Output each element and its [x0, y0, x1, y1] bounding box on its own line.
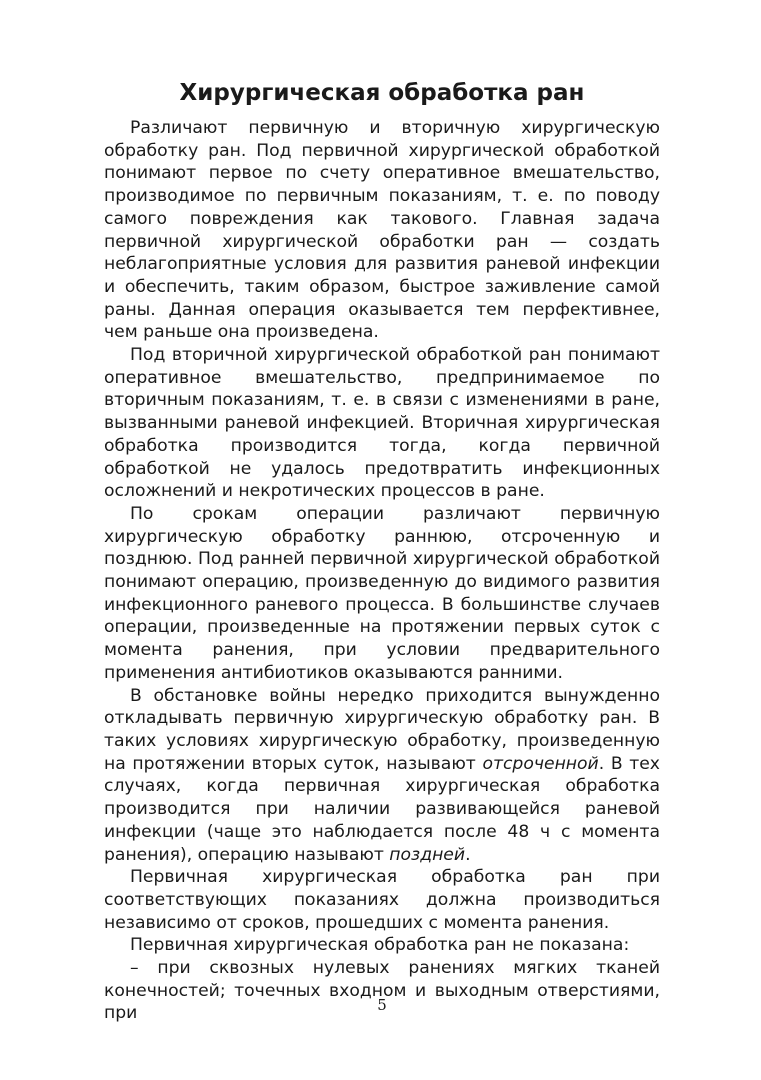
paragraph-3: По срокам операции различают первичную хирургическую обработку раннюю, отсроченную и позднюю. Под ранней первичной хирургической обработкой понимают операцию, произведенную до видимого развития инфекционного раневого процесса. В большинстве случаев операции, произведенные на протяжении первых суток с момента ранения, при условии предварительного применения антибиотиков оказываются ранними. [104, 503, 660, 683]
paragraph-4-part-3: . [465, 844, 471, 865]
body-text [104, 117, 660, 1025]
paragraph-5: Первичная хирургическая обработка ран при соответствующих показаниях должна производиться независимо от сроков, прошедших с момента ранения. [104, 867, 660, 933]
list-item-1: – при сквозных нулевых ранениях мягких тканей конечностей; точечных входном и выходным отверстиями, при [104, 958, 660, 1024]
paragraph-6: Первичная хирургическая обработка ран не показана: [130, 935, 630, 956]
term-delayed: отсроченной [482, 753, 599, 774]
page-number: 5 [377, 996, 387, 1014]
term-late: поздней [389, 844, 466, 865]
paragraph-4 [104, 685, 660, 867]
paragraph-1: Различают первичную и вторичную хирургическую обработку ран. Под первичной хирургической обработкой понимают первое по счету оперативное вмешательство, производимое по первичным показаниям, т. е. по поводу самого повреждения как такового. Главная задача первичной хирургической обработки ран — создать неблагоприятные условия для развития раневой инфекции и обеспечить, таким образом, быстрое заживление самой раны. Данная операция оказывается тем перфективнее, чем раньше она произведена. [104, 118, 660, 343]
paragraph-4-part-2: . В тех случаях, когда первичная хирургическая обработка производится при наличии развивающейся раневой инфекции (чаще это наблюдается после 48 ч с момента ранения), операцию называют [104, 753, 660, 865]
page-title: Хирургическая обработка ран [179, 80, 585, 106]
document-page [104, 0, 660, 1080]
paragraph-2: Под вторичной хирургической обработкой ран понимают оперативное вмешательство, предпринимаемое по вторичным показаниям, т. е. в связи с изменениями в ране, вызванными раневой инфекцией. Вторичная хирургическая обработка производится тогда, когда первичной обработкой не удалось предотвратить инфекционных осложнений и некротических процессов в ране. [104, 345, 660, 502]
paragraph-4-part-1: В обстановке войны нередко приходится вынужденно откладывать первичную хирургическую обработку ран. В таких условиях хирургическую обработку, произведенную на протяжении вторых суток, называют [104, 685, 660, 774]
